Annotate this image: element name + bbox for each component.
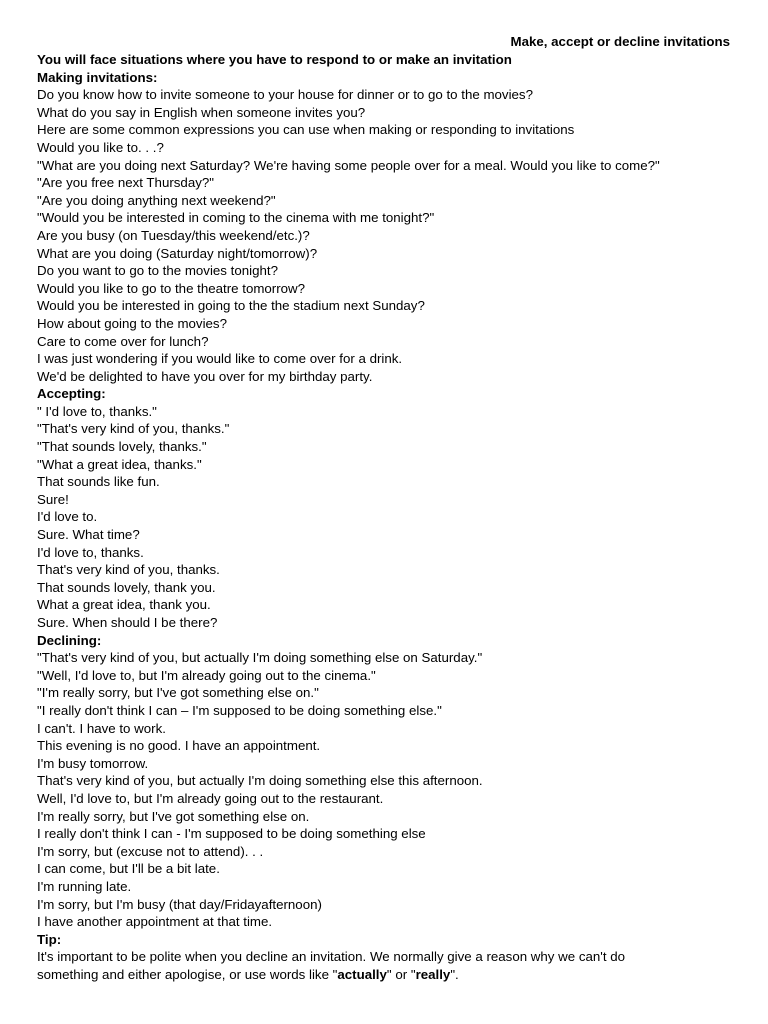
list-item: I'd love to. (37, 509, 98, 525)
list-item: What are you doing (Saturday night/tomorrow)? (37, 245, 318, 261)
list-item: That's very kind of you, thanks. (37, 562, 220, 578)
list-item: Care to come over for lunch? (37, 333, 209, 349)
list-item: Would you like to go to the theatre tomorrow? (37, 280, 306, 296)
accepting-heading: Accepting: (37, 386, 106, 402)
list-item: Well, I'd love to, but I'm already going out to the restaurant. (37, 790, 384, 806)
list-item: That sounds like fun. (37, 474, 160, 490)
list-item: Would you be interested in going to the the stadium next Sunday? (37, 298, 425, 314)
list-item: "I really don't think I can – I'm supposed to be doing something else." (37, 702, 442, 718)
list-item: Do you know how to invite someone to your house for dinner or to go to the movies? (37, 87, 533, 103)
list-item: That sounds lovely, thank you. (37, 579, 216, 595)
list-item: I'm busy tomorrow. (37, 755, 149, 771)
list-item: I'm really sorry, but I've got something else on. (37, 808, 310, 824)
document-body (37, 51, 737, 983)
list-item: This evening is no good. I have an appointment. (37, 738, 321, 754)
list-item: We'd be delighted to have you over for my birthday party. (37, 368, 373, 384)
list-item: Would you like to. . .? (37, 139, 164, 155)
list-item: "That sounds lovely, thanks." (37, 439, 207, 455)
list-item: Sure! (37, 491, 69, 507)
accepting-list (37, 403, 737, 632)
tip-line-1: It's important to be polite when you decline an invitation. We normally give a reason why we can't do (37, 949, 625, 965)
list-item: "Are you doing anything next weekend?" (37, 192, 276, 208)
tip-text-middle: " or " (386, 966, 416, 982)
making-invitations-heading: Making invitations: (37, 69, 158, 85)
list-item: "That's very kind of you, thanks." (37, 421, 230, 437)
list-item: I'm sorry, but I'm busy (that day/Fridayafternoon) (37, 896, 322, 912)
list-item: "What are you doing next Saturday? We're having some people over for a meal. Would you like to come?" (37, 157, 660, 173)
list-item: I have another appointment at that time. (37, 914, 273, 930)
document-title: Make, accept or decline invitations (510, 34, 730, 49)
list-item: I'd love to, thanks. (37, 544, 144, 560)
list-item: "Would you be interested in coming to the cinema with me tonight?" (37, 210, 435, 226)
tip-text-before: something and either apologise, or use words like " (37, 966, 338, 982)
list-item: I was just wondering if you would like to come over for a drink. (37, 351, 403, 367)
tip-bold-actually: actually (337, 966, 387, 982)
making-invitations-list (37, 86, 737, 385)
list-item: "Well, I'd love to, but I'm already going out to the cinema." (37, 667, 376, 683)
tip-text-after: ". (450, 966, 459, 982)
list-item: " I'd love to, thanks." (37, 403, 157, 419)
list-item: "What a great idea, thanks." (37, 456, 202, 472)
list-item: I'm running late. (37, 878, 132, 894)
list-item: I really don't think I can - I'm supposed to be doing something else (37, 826, 426, 842)
list-item: Here are some common expressions you can use when making or responding to invitations (37, 122, 575, 138)
declining-list (37, 649, 737, 931)
tip-heading: Tip: (37, 931, 62, 947)
list-item: I'm sorry, but (excuse not to attend). . . (37, 843, 264, 859)
list-item: That's very kind of you, but actually I'm doing something else this afternoon. (37, 773, 483, 789)
list-item: What do you say in English when someone invites you? (37, 104, 366, 120)
list-item: Sure. When should I be there? (37, 615, 218, 630)
tip-paragraph (37, 948, 737, 983)
intro-heading: You will face situations where you have to respond to or make an invitation (37, 52, 512, 67)
list-item: "I'm really sorry, but I've got something else on." (37, 685, 319, 701)
tip-bold-really: really (415, 966, 451, 982)
list-item: "Are you free next Thursday?" (37, 175, 214, 191)
list-item: "That's very kind of you, but actually I'm doing something else on Saturday." (37, 650, 483, 666)
list-item: What a great idea, thank you. (37, 597, 211, 613)
list-item: Sure. What time? (37, 527, 140, 543)
list-item: How about going to the movies? (37, 315, 227, 331)
list-item: I can't. I have to work. (37, 720, 166, 736)
list-item: Are you busy (on Tuesday/this weekend/etc.)? (37, 227, 310, 243)
declining-heading: Declining: (37, 632, 102, 648)
list-item: Do you want to go to the movies tonight? (37, 263, 278, 279)
list-item: I can come, but I'll be a bit late. (37, 861, 220, 877)
tip-line-2 (37, 966, 737, 984)
